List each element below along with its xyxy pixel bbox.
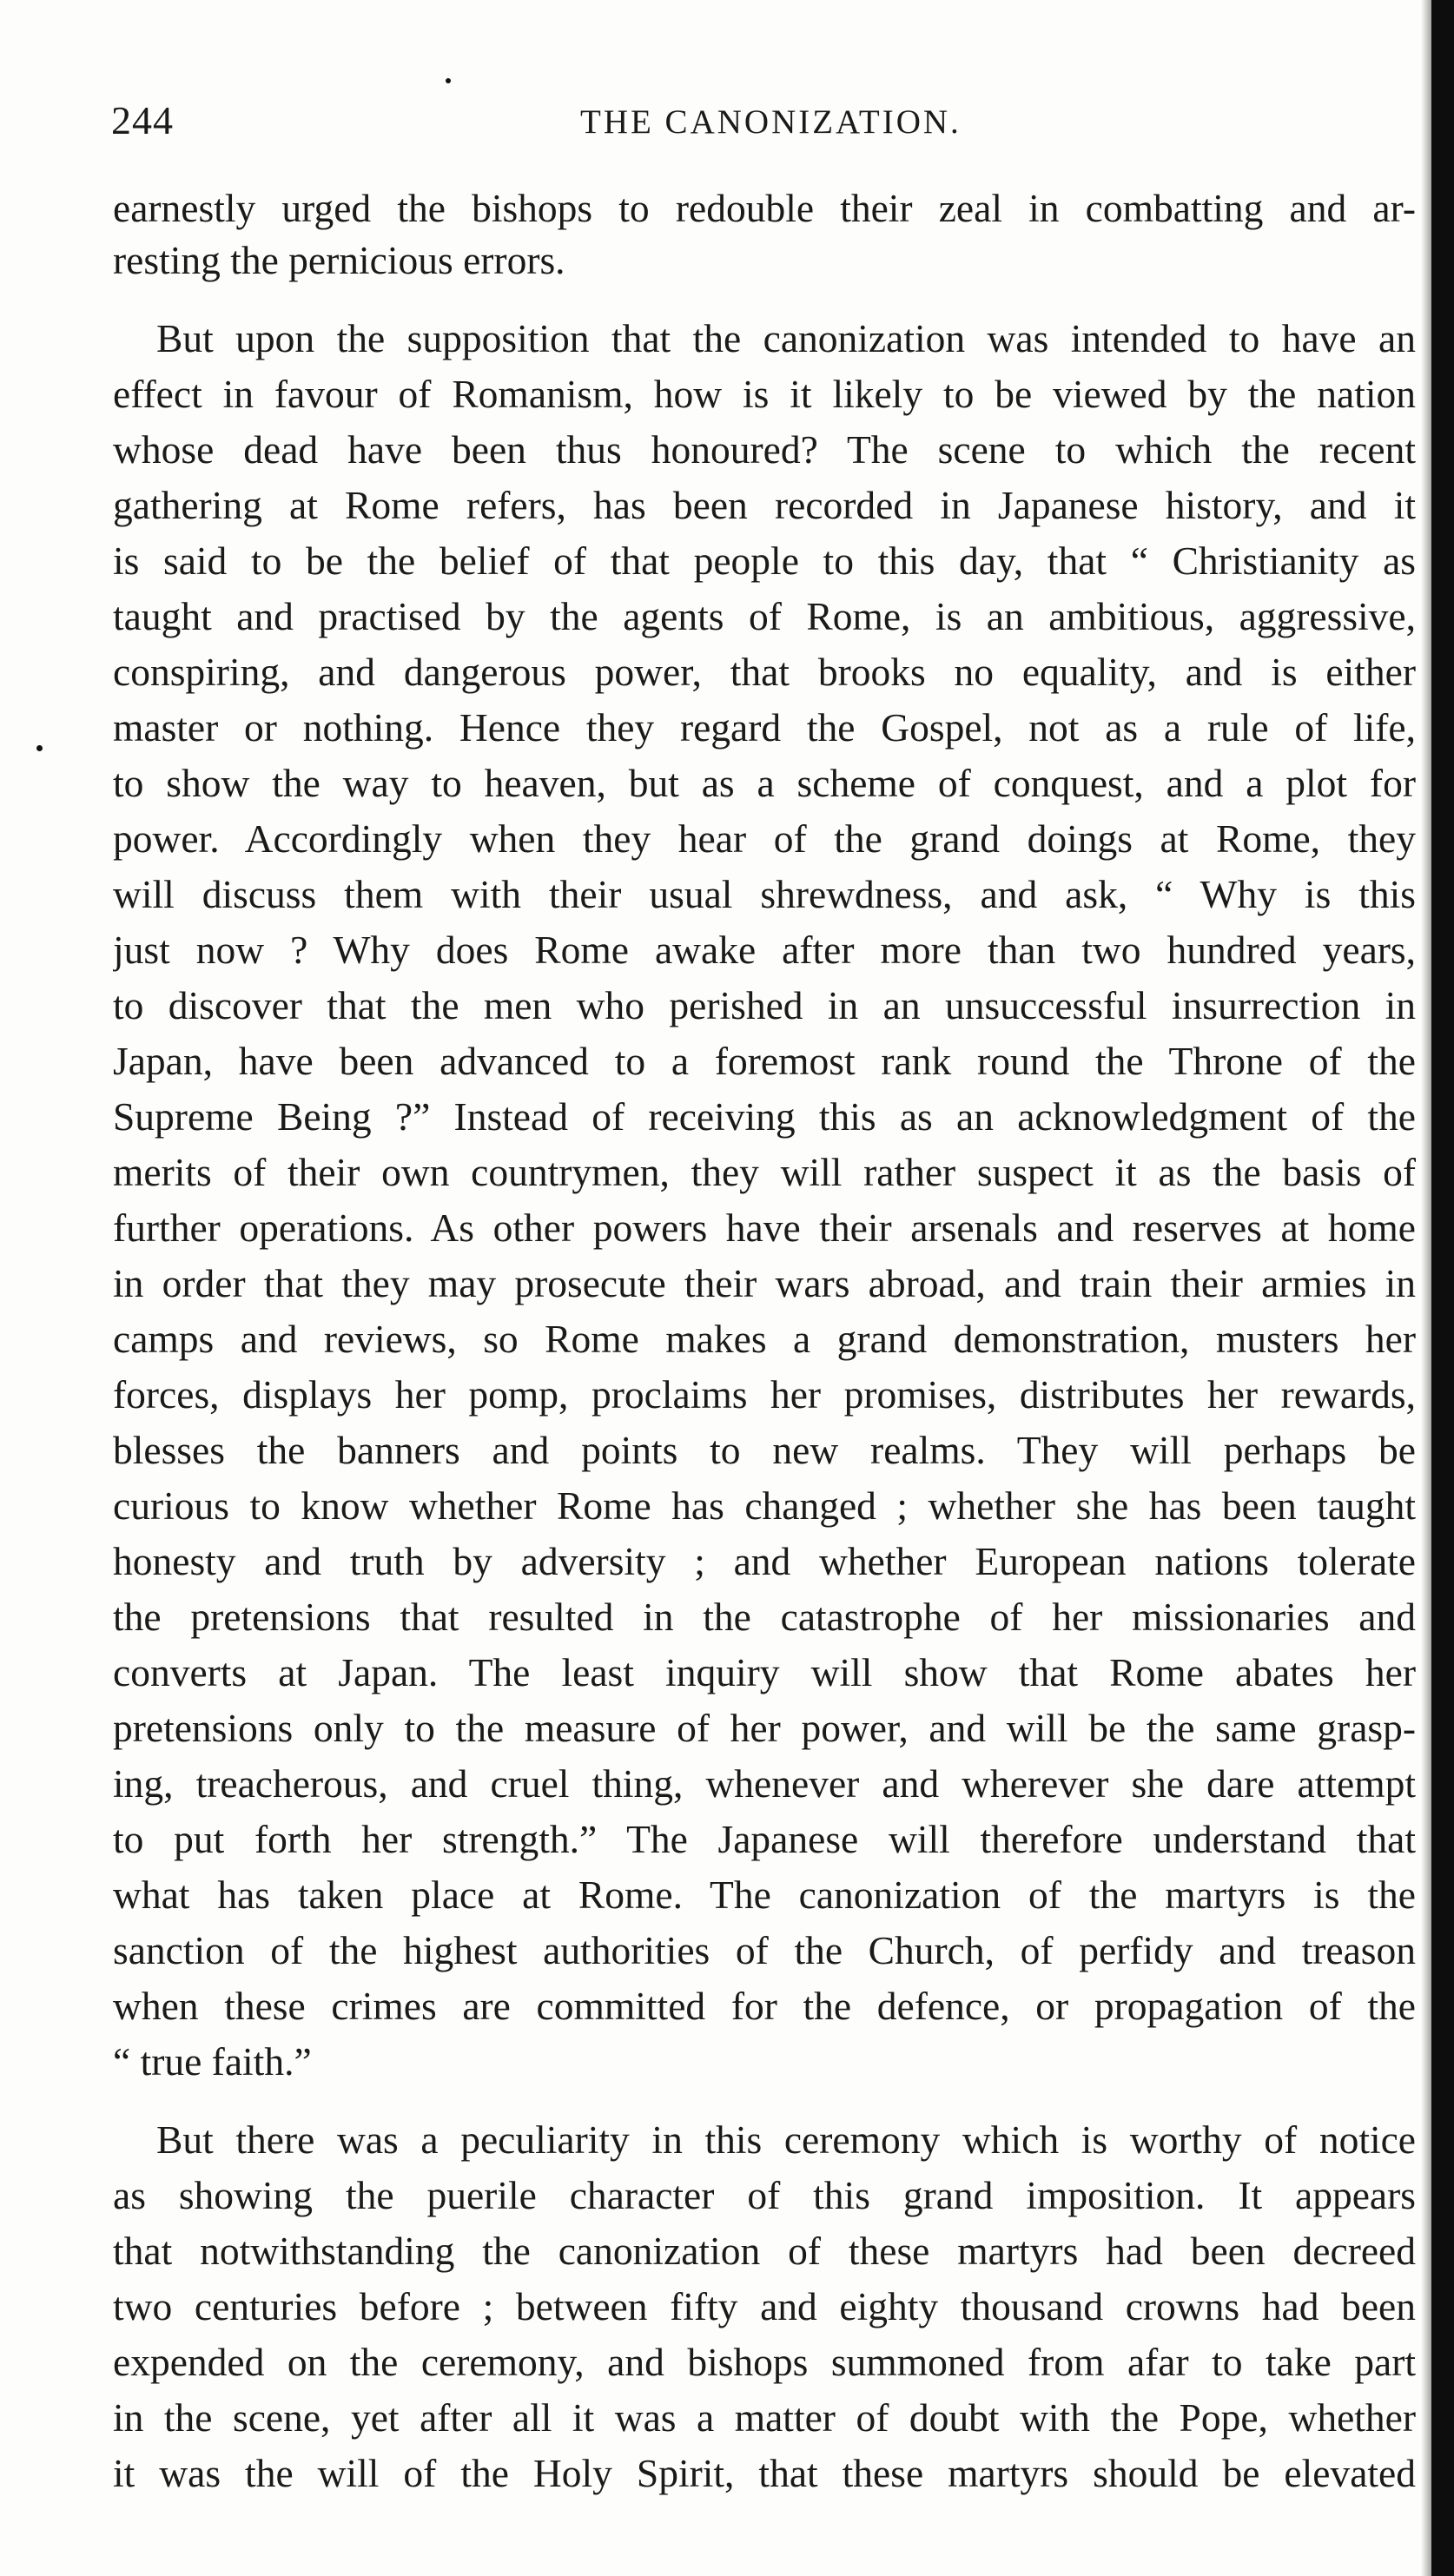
text-line: will discuss them with their usual shrewdness, and ask, “ Why is this bbox=[113, 872, 1416, 916]
text-line: merits of their own countrymen, they will rather suspect it as the basis of bbox=[113, 1150, 1416, 1194]
text-line: blesses the banners and points to new realms. They will perhaps be bbox=[113, 1428, 1416, 1472]
text-line: in the scene, yet after all it was a matter of doubt with the Pope, whether bbox=[113, 2395, 1416, 2440]
text-line: to show the way to heaven, but as a scheme of conquest, and a plot for bbox=[113, 761, 1416, 805]
ink-speck bbox=[446, 78, 451, 83]
text-line: to discover that the men who perished in an unsuccessful insurrection in bbox=[113, 983, 1416, 1027]
text-line: the pretensions that resulted in the catastrophe of her missionaries and bbox=[113, 1595, 1416, 1639]
text-line: sanction of the highest authorities of the Church, of perfidy and treason bbox=[113, 1928, 1416, 1972]
text-line: master or nothing. Hence they regard the Gospel, not as a rule of life, bbox=[113, 705, 1416, 750]
text-line: Supreme Being ?” Instead of receiving this as an acknowledgment of the bbox=[113, 1094, 1416, 1139]
text-line: honesty and truth by adversity ; and whether European nations tolerate bbox=[113, 1539, 1416, 1583]
text-line: is said to be the belief of that people to this day, that “ Christianity as bbox=[113, 538, 1416, 583]
text-line: to put forth her strength.” The Japanese will therefore understand that bbox=[113, 1817, 1416, 1861]
text-line: “ true faith.” bbox=[113, 2039, 312, 2084]
running-head: THE CANONIZATION. bbox=[580, 103, 962, 141]
text-line: effect in favour of Romanism, how is it likely to be viewed by the nation bbox=[113, 372, 1416, 416]
text-line: forces, displays her pomp, proclaims her promises, distributes her rewards, bbox=[113, 1372, 1416, 1417]
text-line: pretensions only to the measure of her power, and will be the same grasp- bbox=[113, 1706, 1416, 1750]
text-line: as showing the puerile character of this grand imposition. It appears bbox=[113, 2173, 1416, 2217]
binding-edge bbox=[1431, 0, 1454, 2576]
text-line: just now ? Why does Rome awake after more than two hundred years, bbox=[113, 928, 1416, 972]
text-line: taught and practised by the agents of Rome, is an ambitious, aggressive, bbox=[113, 594, 1416, 638]
ink-speck bbox=[36, 745, 43, 751]
page-number: 244 bbox=[111, 98, 174, 142]
text-line: curious to know whether Rome has changed ; whether she has been taught bbox=[113, 1483, 1416, 1528]
text-line: when these crimes are committed for the defence, or propagation of the bbox=[113, 1984, 1416, 2028]
text-line: what has taken place at Rome. The canonization of the martyrs is the bbox=[113, 1873, 1416, 1917]
text-line: expended on the ceremony, and bishops summoned from afar to take part bbox=[113, 2340, 1416, 2384]
paragraph-first-line: But there was a peculiarity in this ceremony which is worthy of notice bbox=[156, 2117, 1416, 2162]
text-line: earnestly urged the bishops to redouble their zeal in combatting and ar- bbox=[113, 186, 1416, 230]
text-line: that notwithstanding the canonization of these martyrs had been decreed bbox=[113, 2229, 1416, 2273]
text-line: ing, treacherous, and cruel thing, whenever and wherever she dare attempt bbox=[113, 1761, 1416, 1806]
text-line: in order that they may prosecute their wars abroad, and train their armies in bbox=[113, 1261, 1416, 1305]
binding-shadow bbox=[1421, 0, 1431, 2576]
text-line: converts at Japan. The least inquiry will show that Rome abates her bbox=[113, 1650, 1416, 1694]
text-line: Japan, have been advanced to a foremost rank round the Throne of the bbox=[113, 1039, 1416, 1083]
text-line: gathering at Rome refers, has been recorded in Japanese history, and it bbox=[113, 483, 1416, 527]
paragraph-first-line: But upon the supposition that the canonization was intended to have an bbox=[156, 316, 1416, 360]
page-header bbox=[111, 97, 1397, 158]
text-line: conspiring, and dangerous power, that brooks no equality, and is either bbox=[113, 650, 1416, 694]
text-line: two centuries before ; between fifty and eighty thousand crowns had been bbox=[113, 2284, 1416, 2328]
text-line: it was the will of the Holy Spirit, that these martyrs should be elevated bbox=[113, 2451, 1416, 2495]
text-line: whose dead have been thus honoured? The scene to which the recent bbox=[113, 427, 1416, 472]
text-line: resting the pernicious errors. bbox=[113, 238, 565, 282]
text-line: further operations. As other powers have their arsenals and reserves at home bbox=[113, 1205, 1416, 1250]
text-line: camps and reviews, so Rome makes a grand demonstration, musters her bbox=[113, 1317, 1416, 1361]
text-line: power. Accordingly when they hear of the grand doings at Rome, they bbox=[113, 816, 1416, 861]
